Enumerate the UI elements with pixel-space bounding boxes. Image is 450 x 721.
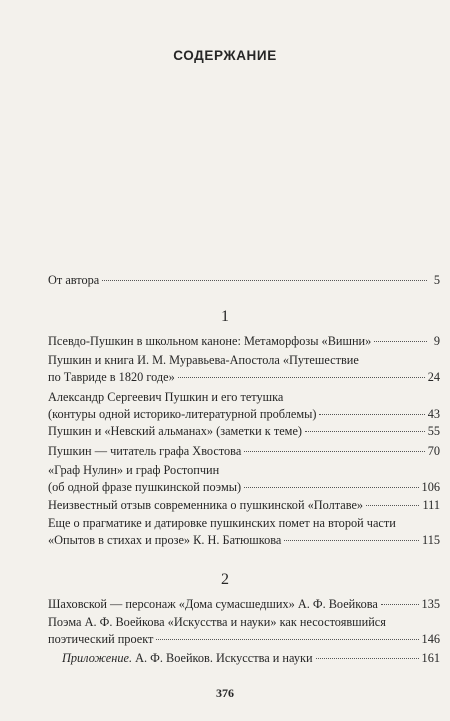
page-number: 70 bbox=[427, 444, 440, 458]
dot-leader bbox=[374, 341, 427, 342]
page-number: 115 bbox=[422, 532, 440, 547]
page-number: 55 bbox=[427, 424, 440, 438]
dot-leader bbox=[284, 540, 419, 541]
dot-leader bbox=[244, 451, 424, 452]
entry-title-line: «Граф Нулин» и граф Ростопчин bbox=[48, 463, 220, 477]
page-number: 9 bbox=[433, 334, 440, 348]
entry-title: Шаховской — персонаж «Дома сумасшедших» А. Ф. Воейкова bbox=[48, 597, 378, 611]
page-number: 24 bbox=[427, 369, 440, 384]
entry-title: А. Ф. Воейков. Искусства и науки bbox=[132, 651, 313, 665]
dot-leader bbox=[244, 487, 418, 488]
toc-entry[interactable] bbox=[48, 515, 440, 548]
page-number: 161 bbox=[421, 651, 440, 665]
toc-entry[interactable] bbox=[48, 614, 440, 647]
entry-title-line: Поэма А. Ф. Воейкова «Искусства и науки» как несостоявшийся bbox=[48, 615, 386, 629]
toc-entry-appendix[interactable] bbox=[62, 650, 440, 667]
toc-entry[interactable] bbox=[48, 333, 440, 350]
toc-entry[interactable] bbox=[48, 443, 440, 460]
entry-title-line: «Опытов в стихах и прозе» К. Н. Батюшкова bbox=[48, 532, 282, 547]
dot-leader bbox=[102, 280, 427, 281]
entry-title: От автора bbox=[48, 273, 100, 287]
page-number: 146 bbox=[421, 631, 440, 646]
entry-title: Пушкин и «Невский альманах» (заметки к теме) bbox=[48, 424, 302, 438]
page-number: 5 bbox=[433, 273, 440, 287]
folio-page-number: 376 bbox=[216, 686, 234, 700]
toc-entry[interactable] bbox=[48, 497, 440, 514]
dot-leader bbox=[305, 431, 425, 432]
page-title: СОДЕРЖАНИЕ bbox=[173, 48, 277, 63]
entry-title-line: Пушкин и книга И. М. Муравьева-Апостола «Путешествие bbox=[48, 353, 359, 367]
entry-title-line: по Тавриде в 1820 годе» bbox=[48, 369, 175, 384]
toc-entry[interactable] bbox=[48, 389, 440, 422]
toc-entry[interactable] bbox=[48, 423, 440, 440]
page-number: 43 bbox=[427, 406, 440, 421]
section-number: 2 bbox=[221, 571, 229, 588]
entry-title-line: (об одной фразе пушкинской поэмы) bbox=[48, 479, 242, 494]
entry-title: Пушкин — читатель графа Хвостова bbox=[48, 444, 242, 458]
dot-leader bbox=[156, 639, 418, 640]
entry-title-line: поэтический проект bbox=[48, 631, 154, 646]
dot-leader bbox=[319, 414, 424, 415]
entry-title: Неизвестный отзыв современника о пушкинской «Полтаве» bbox=[48, 498, 364, 512]
toc-entry[interactable] bbox=[48, 352, 440, 385]
dot-leader bbox=[381, 604, 419, 605]
appendix-label: Приложение. bbox=[62, 651, 133, 665]
page-number: 106 bbox=[421, 479, 440, 494]
toc-entry[interactable] bbox=[48, 462, 440, 495]
entry-title-line: Еще о прагматике и датировке пушкинских помет на второй части bbox=[48, 516, 396, 530]
dot-leader bbox=[316, 658, 419, 659]
dot-leader bbox=[178, 377, 425, 378]
section-number: 1 bbox=[221, 308, 229, 325]
toc-entry[interactable] bbox=[48, 596, 440, 613]
entry-title: Псевдо-Пушкин в школьном каноне: Метаморфозы «Вишни» bbox=[48, 334, 372, 348]
entry-title-line: Александр Сергеевич Пушкин и его тетушка bbox=[48, 390, 284, 404]
page-number: 111 bbox=[422, 498, 440, 512]
toc-entry-preface[interactable] bbox=[48, 272, 440, 289]
page-number: 135 bbox=[421, 597, 440, 611]
dot-leader bbox=[366, 505, 419, 506]
entry-title-line: (контуры одной историко-литературной проблемы) bbox=[48, 406, 317, 421]
